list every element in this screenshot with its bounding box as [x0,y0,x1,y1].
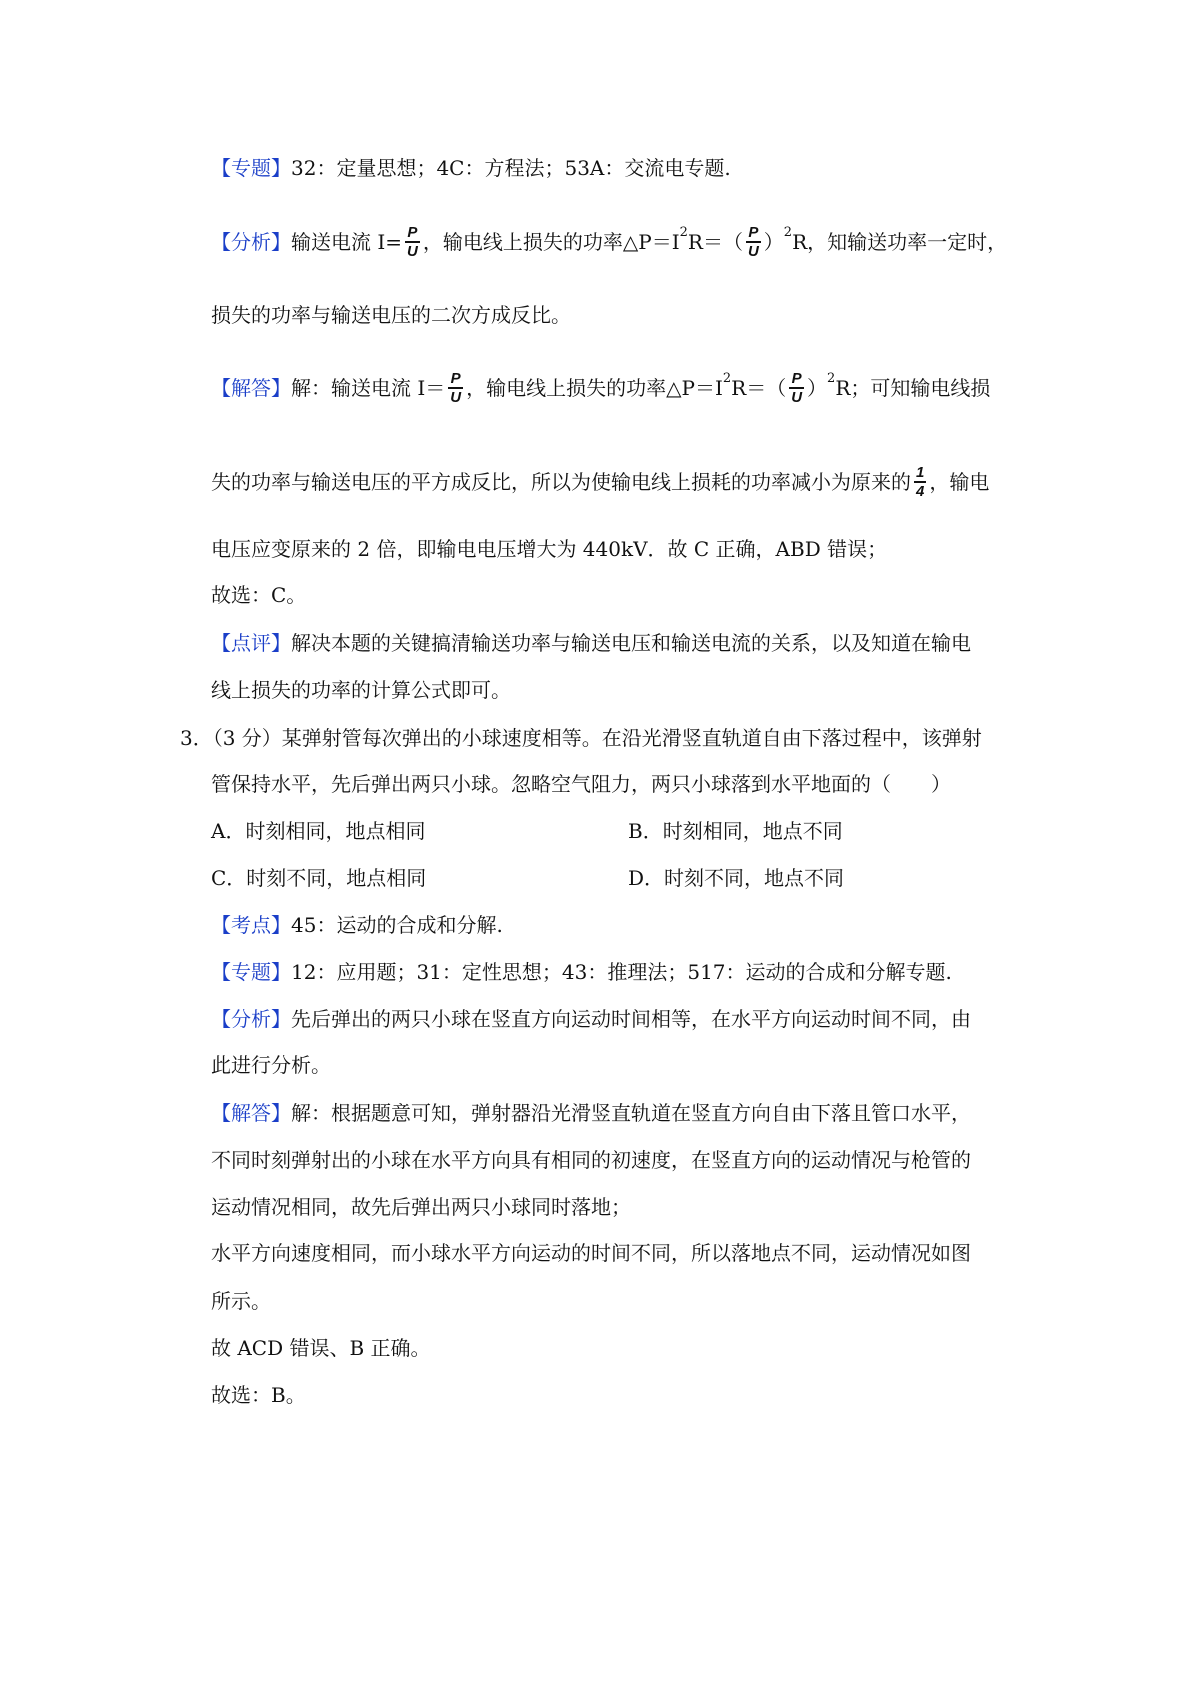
answer-tag: 【解答】 [211,376,291,400]
q3-kaodian-line: 【考点】 45：运动的合成和分解. [211,910,1031,940]
fraction-p-over-u: $\frac{P}{U}$ [450,370,462,406]
kaodian-tag: 【考点】 [211,913,291,937]
q2-analysis-line-2: 损失的功率与输送电压的二次方成反比。 [211,303,571,327]
q2-answer-line-4: 故选：C。 [211,583,307,607]
q2-answer-line-2: 失的功率与输送电压的平方成反比，所以为使输电线上损耗的功率减小为原来的 $\frac{1}{4}$ ，输电 [211,464,990,500]
option-b[interactable]: B．时刻相同，地点不同 [628,819,843,843]
option-a[interactable]: A．时刻相同，地点相同 [211,819,426,843]
q3-analysis-line-1: 【分析】 先后弹出的两只小球在竖直方向运动时间相等，在水平方向运动时间不同，由 [211,1004,1031,1034]
q2-answer-line-1: 【解答】 解：输送电流 I＝ $\frac{P}{U}$ ，输电线上损失的功率△P＝I 2 R＝（ $\frac{P}{U}$ ） 2 R；可知输电线损 [211,370,991,406]
q3-topic-line: 【专题】 12：应用题；31：定性思想；43：推理法；517：运动的合成和分解专题. [211,957,1031,987]
fraction-p-over-u: $\frac{P}{U}$ [791,370,803,406]
q3-stem-line-2: 管保持水平，先后弹出两只小球。忽略空气阻力，两只小球落到水平地面的（ ） [211,772,951,796]
q2-analysis-line-1: 【分析】 输送电流 I= $\frac{P}{U}$ ，输电线上损失的功率△P＝I 2 R＝（ $\frac{P}{U}$ ） 2 R，知输送功率一定时， [211,224,1008,260]
analysis-tag: 【分析】 [211,230,291,254]
analysis-tag: 【分析】 [211,1007,291,1031]
q3-stem-line-1: 3．（3 分）某弹射管每次弹出的小球速度相等。在沿光滑竖直轨道自由下落过程中，该弹射 [180,726,982,750]
q2-topic-line [211,153,1031,183]
q3-answer-line-7: 故选：B。 [211,1383,306,1407]
q3-answer-line-1: 【解答】 解：根据题意可知，弹射器沿光滑竖直轨道在竖直方向自由下落且管口水平， [211,1098,1031,1128]
q3-answer-line-5: 所示。 [211,1289,271,1313]
q2-comment-line-1: 【点评】 解决本题的关键搞清输送功率与输送电压和输送电流的关系，以及知道在输电 [211,628,1031,658]
q3-answer-line-3: 运动情况相同，故先后弹出两只小球同时落地； [211,1195,631,1219]
fraction-one-quarter: $\frac{1}{4}$ [916,464,925,500]
comment-tag: 【点评】 [211,631,291,655]
fraction-p-over-u: $\frac{P}{U}$ [747,224,759,260]
q3-answer-line-2: 不同时刻弹射出的小球在水平方向具有相同的初速度，在竖直方向的运动情况与枪管的 [211,1148,971,1172]
topic-tag: 【专题】 [211,960,291,984]
q3-answer-line-4: 水平方向速度相同，而小球水平方向运动的时间不同，所以落地点不同，运动情况如图 [211,1241,971,1265]
q2-comment-line-2: 线上损失的功率的计算公式即可。 [211,678,511,702]
q2-answer-line-3: 电压应变原来的 2 倍，即输电电压增大为 440kV．故 C 正确，ABD 错误； [211,537,888,561]
q3-answer-line-6: 故 ACD 错误、B 正确。 [211,1336,431,1360]
option-d[interactable]: D．时刻不同，地点不同 [628,866,845,890]
topic-text: 32：定量思想；4C：方程法；53A：交流电专题. [291,156,731,180]
option-c[interactable]: C．时刻不同，地点相同 [211,866,427,890]
fraction-p-over-u: $\frac{P}{U}$ [407,224,418,260]
answer-tag: 【解答】 [211,1101,291,1125]
topic-tag: 【专题】 [211,156,291,180]
q3-analysis-line-2: 此进行分析。 [211,1053,331,1077]
